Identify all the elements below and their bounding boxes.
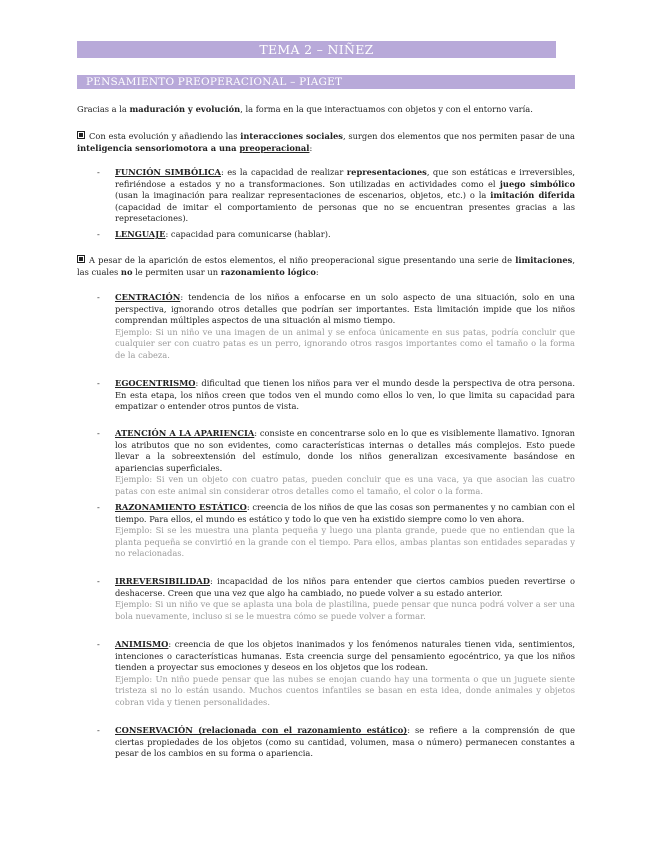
limitations-paragraph — [77, 255, 575, 278]
paragraph-text: , las cuales — [77, 255, 575, 277]
list-item-centracion — [97, 292, 575, 362]
example-text — [115, 525, 575, 558]
paragraph-text: : — [309, 142, 313, 153]
example-text — [115, 599, 575, 621]
intro-paragraph — [77, 104, 575, 116]
list-item-irreversibilidad — [97, 576, 575, 622]
dash-bullet: - — [97, 639, 100, 649]
item-text: : consiste en concentrarse solo en lo que es visiblemente llamativo. Ignoran los atributos que no son evidentes, como características internas o detalles más complejos. Esto puede llevar a la sobreextensión del estímulo, donde los niños generalizan excesivamente basándose en apariencias superficiales. — [115, 428, 575, 473]
item-text: : dificultad que tienen los niños para ver el mundo desde la perspectiva de otra persona. En esta etapa, los niños creen que todos ven el mundo como ellos lo ven, lo que limita su capacidad para empatizar o entender otros puntos de vista. — [115, 378, 575, 412]
intro-text: , la forma en la que interactuamos con objetos y con el entorno varía. — [240, 104, 533, 114]
paragraph-underline: preoperacional — [239, 142, 310, 153]
example-body: : Si ven un objeto con cuatro patas, pueden concluir que es una vaca, ya que asocian las cuatro patas con este animal sin considerar otros detalles como el tamaño, el color o la forma. — [115, 474, 575, 496]
term-label: FUNCIÓN SIMBÓLICA — [115, 167, 221, 177]
list-item-funcion-simbolica — [97, 167, 575, 225]
intro-bold: maduración y evolución — [129, 104, 241, 114]
dash-bullet: - — [97, 292, 100, 302]
item-text: (usan la imaginación para realizar representaciones de escenarios, objetos, etc.) o la — [115, 190, 491, 201]
paragraph-bold: inteligencia sensoriomotora a una — [77, 142, 240, 153]
paragraph-bold: no — [120, 266, 133, 277]
example-body: : Si un niño ve una imagen de un animal y se enfoca únicamente en sus patas, podría concluir que cualquier ser con cuatro patas es un perro, ignorando otros rasgos importantes como el tamaño o la forma de la cabeza. — [115, 326, 575, 360]
list-item-lenguaje — [97, 229, 575, 241]
dash-bullet: - — [97, 167, 100, 177]
page-title: TEMA 2 – NIÑEZ — [77, 41, 556, 58]
list-item-animismo — [97, 639, 575, 709]
elements-paragraph — [77, 131, 575, 154]
example-label: Ejemplo — [115, 326, 150, 337]
paragraph-bold: interacciones sociales — [240, 131, 343, 141]
term-label: ANIMISMO — [115, 639, 169, 649]
list-item-egocentrismo — [97, 378, 575, 413]
list-item-conservacion — [97, 725, 575, 760]
item-bold: imitación diferida — [490, 190, 575, 201]
paragraph-bold: limitaciones — [515, 255, 573, 265]
paragraph-text: Con esta evolución y añadiendo las — [89, 131, 241, 141]
term-label: CENTRACIÓN — [115, 292, 181, 302]
item-text: : tendencia de los niños a enfocarse en un solo aspecto de una situación, solo en una perspectiva, ignorando otros detalles que podrían ser importantes. Esta limitación impide que los niños comprendan múltiples aspectos de una situación al mismo tiempo. — [115, 292, 575, 326]
list-item-atencion-apariencia — [97, 428, 575, 498]
example-label: Ejemplo — [115, 673, 150, 684]
item-text: , que son estáticas e irreversibles, refiriéndose a estados y no a transformaciones. Son utilizadas en actividades como el — [115, 167, 575, 189]
intro-text: Gracias a la — [77, 104, 130, 114]
paragraph-text: A pesar de la aparición de estos elementos, el niño preoperacional sigue presentando una serie de — [89, 255, 516, 265]
item-text: : capacidad para comunicarse (hablar). — [165, 229, 331, 239]
term-label: EGOCENTRISMO — [115, 378, 196, 388]
example-body: : Un niño puede pensar que las nubes se enojan cuando hay una tormenta o que un juguete siente tristeza si no lo están usando. Muchos cuentos infantiles se basan en esta idea, donde animales y objetos cobran vida y tienen personalidades. — [115, 673, 575, 707]
list-item-razonamiento-estatico — [97, 502, 575, 560]
dash-bullet: - — [97, 502, 100, 512]
item-bold: juego simbólico — [499, 178, 575, 189]
example-text — [115, 674, 575, 707]
dash-bullet: - — [97, 725, 100, 735]
dash-bullet: - — [97, 576, 100, 586]
paragraph-text: le permiten usar un — [132, 266, 221, 277]
item-text: : se refiere a la comprensión de que ciertas propiedades de los objetos (como su cantidad, volumen, masa o número) permanecen constantes a pesar de los cambios en su forma o apariencia. — [115, 725, 575, 759]
term-label: CONSERVACIÓN (relacionada con el razonamiento estático) — [115, 725, 408, 735]
checkbox-bullet-icon — [77, 255, 85, 263]
item-bold: representaciones — [346, 167, 427, 177]
example-body: : Si un niño ve que se aplasta una bola de plastilina, puede pensar que nunca podrá volver a ser una bola nuevamente, incluso si se le muestra cómo se puede volver a formar. — [115, 599, 575, 621]
term-label: ATENCIÓN A LA APARIENCIA — [115, 428, 255, 438]
paragraph-text: : — [315, 266, 319, 277]
item-text: : es la capacidad de realizar — [220, 167, 347, 177]
dash-bullet: - — [97, 428, 100, 438]
example-body: : Si se les muestra una planta pequeña y luego una planta grande, puede que no entiendan que la planta pequeña se convirtió en la grande con el tiempo. Para ellos, ambas plantas son entidades separadas y no relacionadas. — [115, 525, 575, 559]
dash-bullet: - — [97, 229, 100, 239]
example-text — [115, 327, 575, 360]
paragraph-bold: razonamiento lógico — [220, 266, 316, 277]
example-label: Ejemplo — [115, 525, 150, 536]
item-text: : incapacidad de los niños para entender que ciertos cambios pueden revertirse o deshacerse. Creen que una vez que algo ha cambiado, no puede volver a su estado anterior. — [115, 576, 575, 598]
term-label: LENGUAJE — [115, 229, 166, 239]
paragraph-text: , surgen dos elementos que nos permiten pasar de una — [342, 131, 576, 141]
item-text: (capacidad de imitar el comportamiento de personas que no se encuentran presentes gracias a las represetaciones). — [115, 201, 575, 224]
section-heading: PENSAMIENTO PREOPERACIONAL – PIAGET — [77, 75, 575, 89]
item-text: : creencia de los niños de que las cosas son permanentes y no cambian con el tiempo. Para ellos, el mundo es estático y todo lo que ven ha existido siempre como lo ven ahora. — [115, 502, 575, 524]
checkbox-bullet-icon — [77, 131, 85, 139]
example-text — [115, 474, 575, 496]
term-label: IRREVERSIBILIDAD — [115, 576, 210, 586]
item-text: : creencia de que los objetos inanimados y los fenómenos naturales tienen vida, sentimientos, intenciones o características humanas. Esta creencia surge del pensamiento egocéntrico, ya que los niños tienden a proyectar sus emociones y deseos en los objetos que los rodean. — [115, 639, 575, 673]
dash-bullet: - — [97, 378, 100, 388]
term-label: RAZONAMIENTO ESTÁTICO — [115, 502, 247, 512]
example-label: Ejemplo — [115, 599, 150, 610]
example-label: Ejemplo — [115, 474, 150, 485]
